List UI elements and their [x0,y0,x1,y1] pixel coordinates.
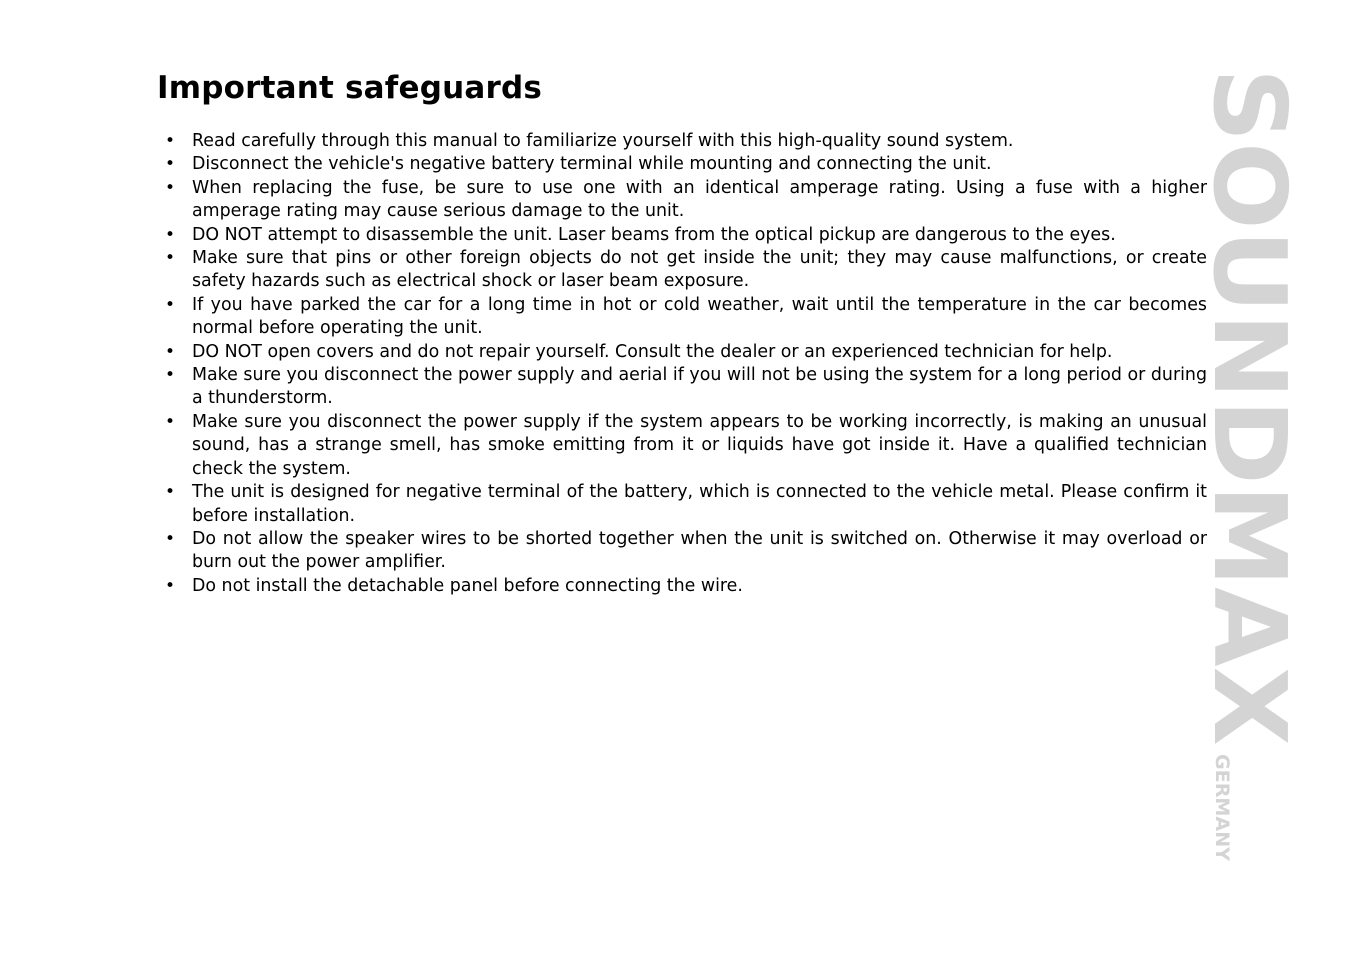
list-item: • DO NOT attempt to disassemble the unit. Laser beams from the optical pickup are dangerous to the eyes. [157,224,1207,247]
logo-subtitle-text: GERMANY [1211,754,1233,861]
list-item: • Do not install the detachable panel before connecting the wire. [157,575,1207,598]
list-item: • DO NOT open covers and do not repair yourself. Consult the dealer or an experienced technician for help. [157,341,1207,364]
list-item: • Read carefully through this manual to familiarize yourself with this high-quality sound system. [157,130,1207,153]
list-item: • Disconnect the vehicle's negative battery terminal while mounting and connecting the unit. [157,153,1207,176]
list-item: • Make sure you disconnect the power supply if the system appears to be working incorrectly, is making an unusual sound, has a strange smell, has smoke emitting from it or liquids have got inside it. Have a qualified technician check the system. [157,411,1207,481]
list-item: • If you have parked the car for a long time in hot or cold weather, wait until the temperature in the car becomes normal before operating the unit. [157,294,1207,341]
list-item: • Make sure you disconnect the power supply and aerial if you will not be using the system for a long period or during a thunderstorm. [157,364,1207,411]
list-item: • Do not allow the speaker wires to be shorted together when the unit is switched on. Otherwise it may overload or burn out the power amplifier. [157,528,1207,575]
page-title: Important safeguards [157,70,543,106]
list-item: • When replacing the fuse, be sure to use one with an identical amperage rating. Using a fuse with a higher amperage rating may cause serious damage to the unit. [157,177,1207,224]
list-item: • The unit is designed for negative terminal of the battery, which is connected to the vehicle metal. Please confirm it before installation. [157,481,1207,528]
logo-brand-text: SOUNDMAX [1191,68,1308,727]
soundmax-logo [1191,68,1308,863]
safeguards-list [157,130,1207,598]
list-item: • Make sure that pins or other foreign objects do not get inside the unit; they may cause malfunctions, or create safety hazards such as electrical shock or laser beam exposure. [157,247,1207,294]
